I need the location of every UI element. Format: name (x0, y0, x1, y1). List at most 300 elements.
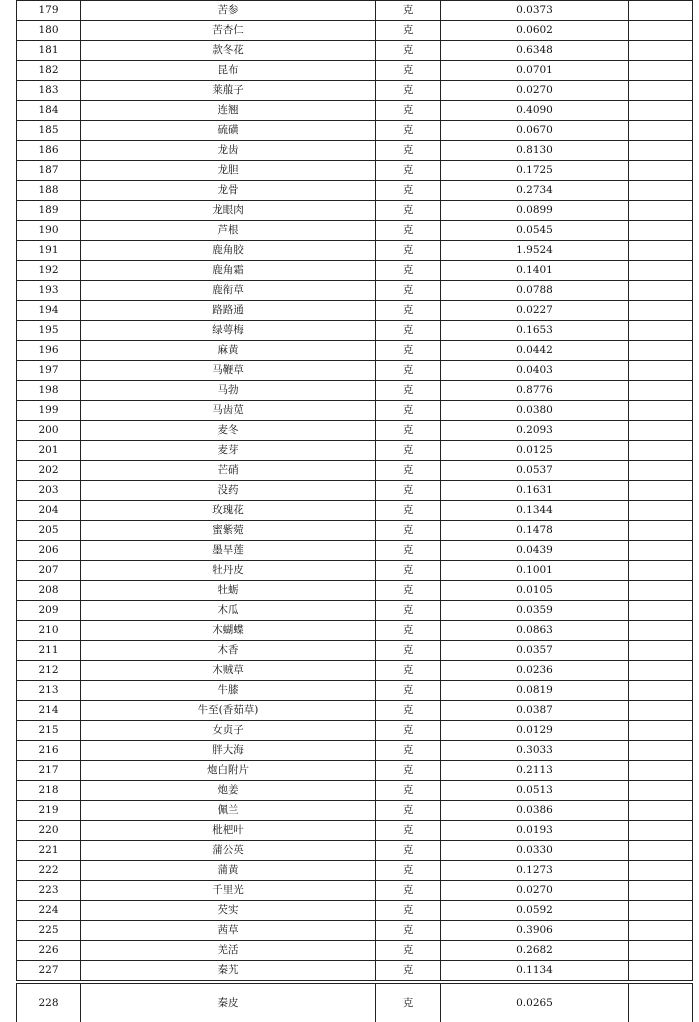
table-row (17, 841, 693, 861)
table-row (17, 681, 693, 701)
unit-price: 0.0105 (441, 581, 629, 601)
note (629, 201, 693, 221)
note (629, 721, 693, 741)
row-number: 210 (17, 621, 81, 641)
table-row (17, 321, 693, 341)
note (629, 541, 693, 561)
table-row (17, 481, 693, 501)
unit-price: 0.0513 (441, 781, 629, 801)
unit-price: 0.0270 (441, 81, 629, 101)
row-number: 218 (17, 781, 81, 801)
row-number: 224 (17, 901, 81, 921)
row-number: 189 (17, 201, 81, 221)
note (629, 781, 693, 801)
row-number: 226 (17, 941, 81, 961)
unit-price: 0.0227 (441, 301, 629, 321)
unit-price: 0.0330 (441, 841, 629, 861)
unit: 克 (376, 581, 441, 601)
unit: 克 (376, 461, 441, 481)
table-row (17, 861, 693, 881)
unit-price: 0.3033 (441, 741, 629, 761)
row-number: 182 (17, 61, 81, 81)
unit: 克 (376, 561, 441, 581)
unit: 克 (376, 221, 441, 241)
unit: 克 (376, 21, 441, 41)
medicine-name: 麦芽 (81, 441, 376, 461)
unit-price: 0.0357 (441, 641, 629, 661)
unit-price: 0.0236 (441, 661, 629, 681)
row-number: 207 (17, 561, 81, 581)
table-row (17, 521, 693, 541)
note (629, 841, 693, 861)
table-row (17, 341, 693, 361)
note (629, 801, 693, 821)
medicine-name: 麻黄 (81, 341, 376, 361)
row-number: 188 (17, 181, 81, 201)
medicine-name: 秦皮 (81, 984, 376, 1022)
unit-price: 0.0270 (441, 881, 629, 901)
unit-price: 0.0592 (441, 901, 629, 921)
table-row (17, 461, 693, 481)
unit: 克 (376, 721, 441, 741)
unit: 克 (376, 101, 441, 121)
note (629, 921, 693, 941)
medicine-name: 炮白附片 (81, 761, 376, 781)
table-row (17, 301, 693, 321)
note (629, 101, 693, 121)
unit: 克 (376, 421, 441, 441)
row-number: 181 (17, 41, 81, 61)
table-row (17, 421, 693, 441)
row-number: 205 (17, 521, 81, 541)
medicine-name: 木蝴蝶 (81, 621, 376, 641)
note (629, 601, 693, 621)
unit-price: 0.8776 (441, 381, 629, 401)
row-number: 187 (17, 161, 81, 181)
medicine-name: 牛至(香茹草) (81, 701, 376, 721)
row-number: 204 (17, 501, 81, 521)
note (629, 21, 693, 41)
row-number: 222 (17, 861, 81, 881)
medicine-name: 枇杷叶 (81, 821, 376, 841)
row-number: 221 (17, 841, 81, 861)
unit: 克 (376, 741, 441, 761)
table-row (17, 161, 693, 181)
note (629, 441, 693, 461)
medicine-name: 羌活 (81, 941, 376, 961)
row-number: 183 (17, 81, 81, 101)
note (629, 701, 693, 721)
row-number: 220 (17, 821, 81, 841)
row-number: 212 (17, 661, 81, 681)
unit: 克 (376, 881, 441, 901)
unit: 克 (376, 921, 441, 941)
unit: 克 (376, 381, 441, 401)
unit: 克 (376, 141, 441, 161)
row-number: 185 (17, 121, 81, 141)
unit: 克 (376, 61, 441, 81)
table-row (17, 961, 693, 981)
note (629, 561, 693, 581)
unit-price: 0.0788 (441, 281, 629, 301)
medicine-name: 炮姜 (81, 781, 376, 801)
unit-price: 0.0373 (441, 1, 629, 21)
table-row (17, 201, 693, 221)
table-row (17, 701, 693, 721)
unit: 克 (376, 601, 441, 621)
table-row (17, 41, 693, 61)
unit-price: 0.0439 (441, 541, 629, 561)
row-number: 217 (17, 761, 81, 781)
unit-price: 0.0125 (441, 441, 629, 461)
row-number: 198 (17, 381, 81, 401)
row-number: 195 (17, 321, 81, 341)
unit: 克 (376, 121, 441, 141)
medicine-name: 茜草 (81, 921, 376, 941)
unit-price: 0.0193 (441, 821, 629, 841)
row-number: 209 (17, 601, 81, 621)
table-row (17, 401, 693, 421)
table-row (17, 261, 693, 281)
unit: 克 (376, 661, 441, 681)
note (629, 281, 693, 301)
table-row (17, 221, 693, 241)
note (629, 81, 693, 101)
medicine-name: 马齿苋 (81, 401, 376, 421)
unit: 克 (376, 441, 441, 461)
row-number: 192 (17, 261, 81, 281)
row-number: 200 (17, 421, 81, 441)
unit-price: 0.1344 (441, 501, 629, 521)
table-row (17, 441, 693, 461)
row-number: 193 (17, 281, 81, 301)
price-table (16, 0, 693, 981)
row-number: 206 (17, 541, 81, 561)
unit: 克 (376, 621, 441, 641)
table-row (17, 101, 693, 121)
unit: 克 (376, 941, 441, 961)
row-number: 191 (17, 241, 81, 261)
row-number: 194 (17, 301, 81, 321)
table-row (17, 721, 693, 741)
medicine-name: 墨旱莲 (81, 541, 376, 561)
unit: 克 (376, 401, 441, 421)
unit-price: 0.0701 (441, 61, 629, 81)
note (629, 581, 693, 601)
note (629, 984, 693, 1022)
note (629, 221, 693, 241)
medicine-name: 鹿衔草 (81, 281, 376, 301)
note (629, 621, 693, 641)
table-row (17, 121, 693, 141)
unit: 克 (376, 161, 441, 181)
table-row (17, 661, 693, 681)
row-number: 201 (17, 441, 81, 461)
note (629, 421, 693, 441)
note (629, 901, 693, 921)
medicine-name: 木瓜 (81, 601, 376, 621)
row-number: 179 (17, 1, 81, 21)
unit: 克 (376, 861, 441, 881)
row-number: 196 (17, 341, 81, 361)
unit-price: 0.0265 (441, 984, 629, 1022)
medicine-name: 牡蛎 (81, 581, 376, 601)
unit: 克 (376, 361, 441, 381)
note (629, 361, 693, 381)
note (629, 321, 693, 341)
note (629, 121, 693, 141)
medicine-name: 龙骨 (81, 181, 376, 201)
unit-price: 0.1401 (441, 261, 629, 281)
table-row (17, 984, 693, 1022)
medicine-name: 蒲黄 (81, 861, 376, 881)
note (629, 161, 693, 181)
unit-price: 0.1631 (441, 481, 629, 501)
medicine-name: 女贞子 (81, 721, 376, 741)
medicine-name: 芡实 (81, 901, 376, 921)
unit-price: 0.4090 (441, 101, 629, 121)
table-row (17, 21, 693, 41)
unit: 克 (376, 961, 441, 981)
unit: 克 (376, 801, 441, 821)
table-row (17, 601, 693, 621)
medicine-name: 鹿角霜 (81, 261, 376, 281)
medicine-name: 麦冬 (81, 421, 376, 441)
note (629, 141, 693, 161)
unit: 克 (376, 341, 441, 361)
medicine-name: 龙眼肉 (81, 201, 376, 221)
note (629, 41, 693, 61)
row-number: 223 (17, 881, 81, 901)
unit-price: 0.2734 (441, 181, 629, 201)
table-row (17, 501, 693, 521)
medicine-name: 马勃 (81, 381, 376, 401)
medicine-name: 连翘 (81, 101, 376, 121)
row-number: 213 (17, 681, 81, 701)
table-row (17, 921, 693, 941)
note (629, 521, 693, 541)
note (629, 341, 693, 361)
unit-price: 0.0537 (441, 461, 629, 481)
medicine-name: 牛膝 (81, 681, 376, 701)
note (629, 461, 693, 481)
unit-price: 0.2093 (441, 421, 629, 441)
row-number: 208 (17, 581, 81, 601)
medicine-name: 马鞭草 (81, 361, 376, 381)
unit-price: 0.0899 (441, 201, 629, 221)
note (629, 181, 693, 201)
note (629, 641, 693, 661)
note (629, 761, 693, 781)
medicine-name: 昆布 (81, 61, 376, 81)
unit-price: 0.0442 (441, 341, 629, 361)
table-row (17, 941, 693, 961)
table-row (17, 621, 693, 641)
note (629, 861, 693, 881)
unit-price: 0.1478 (441, 521, 629, 541)
row-number: 225 (17, 921, 81, 941)
row-number: 199 (17, 401, 81, 421)
note (629, 681, 693, 701)
table-row (17, 761, 693, 781)
medicine-name: 千里光 (81, 881, 376, 901)
table-row (17, 581, 693, 601)
row-number: 214 (17, 701, 81, 721)
medicine-name: 鹿角胶 (81, 241, 376, 261)
table-row (17, 241, 693, 261)
row-number: 186 (17, 141, 81, 161)
medicine-name: 莱菔子 (81, 81, 376, 101)
table-row (17, 741, 693, 761)
unit-price: 0.1725 (441, 161, 629, 181)
row-number: 202 (17, 461, 81, 481)
medicine-name: 佩兰 (81, 801, 376, 821)
table-row (17, 141, 693, 161)
note (629, 401, 693, 421)
unit-price: 0.3906 (441, 921, 629, 941)
unit-price: 0.6348 (441, 41, 629, 61)
row-number: 211 (17, 641, 81, 661)
medicine-name: 硫磺 (81, 121, 376, 141)
unit-price: 0.0387 (441, 701, 629, 721)
unit-price: 0.0129 (441, 721, 629, 741)
table-row (17, 61, 693, 81)
medicine-name: 木香 (81, 641, 376, 661)
unit: 克 (376, 984, 441, 1022)
unit: 克 (376, 181, 441, 201)
medicine-name: 秦艽 (81, 961, 376, 981)
unit: 克 (376, 821, 441, 841)
medicine-name: 蜜紫菀 (81, 521, 376, 541)
unit: 克 (376, 841, 441, 861)
medicine-name: 胖大海 (81, 741, 376, 761)
table-row (17, 641, 693, 661)
unit-price: 0.0380 (441, 401, 629, 421)
unit-price: 0.2113 (441, 761, 629, 781)
note (629, 741, 693, 761)
row-number: 180 (17, 21, 81, 41)
row-number: 227 (17, 961, 81, 981)
unit: 克 (376, 681, 441, 701)
note (629, 301, 693, 321)
unit-price: 0.0670 (441, 121, 629, 141)
medicine-name: 玫瑰花 (81, 501, 376, 521)
unit-price: 0.1653 (441, 321, 629, 341)
price-table-page (16, 0, 692, 981)
note (629, 661, 693, 681)
note (629, 881, 693, 901)
unit: 克 (376, 261, 441, 281)
unit: 克 (376, 761, 441, 781)
medicine-name: 龙齿 (81, 141, 376, 161)
unit-price: 0.0863 (441, 621, 629, 641)
medicine-name: 绿萼梅 (81, 321, 376, 341)
medicine-name: 路路通 (81, 301, 376, 321)
medicine-name: 龙胆 (81, 161, 376, 181)
table-row (17, 881, 693, 901)
medicine-name: 蒲公英 (81, 841, 376, 861)
table-row (17, 181, 693, 201)
row-number: 203 (17, 481, 81, 501)
unit-price: 0.0386 (441, 801, 629, 821)
unit: 克 (376, 701, 441, 721)
note (629, 501, 693, 521)
unit-price: 1.9524 (441, 241, 629, 261)
unit-price: 0.1001 (441, 561, 629, 581)
medicine-name: 牡丹皮 (81, 561, 376, 581)
table-row (17, 821, 693, 841)
row-number: 228 (17, 984, 81, 1022)
medicine-name: 苦杏仁 (81, 21, 376, 41)
note (629, 241, 693, 261)
unit-price: 0.0545 (441, 221, 629, 241)
next-page-table-fragment (16, 983, 692, 1022)
medicine-name: 芒硝 (81, 461, 376, 481)
unit: 克 (376, 541, 441, 561)
medicine-name: 木贼草 (81, 661, 376, 681)
unit: 克 (376, 241, 441, 261)
row-number: 215 (17, 721, 81, 741)
row-number: 190 (17, 221, 81, 241)
unit-price: 0.1134 (441, 961, 629, 981)
unit: 克 (376, 301, 441, 321)
unit: 克 (376, 41, 441, 61)
unit: 克 (376, 781, 441, 801)
table-row (17, 801, 693, 821)
row-number: 219 (17, 801, 81, 821)
note (629, 1, 693, 21)
table-row (17, 781, 693, 801)
row-number: 184 (17, 101, 81, 121)
row-number: 197 (17, 361, 81, 381)
unit: 克 (376, 81, 441, 101)
unit: 克 (376, 281, 441, 301)
unit-price: 0.8130 (441, 141, 629, 161)
note (629, 481, 693, 501)
medicine-name: 款冬花 (81, 41, 376, 61)
unit: 克 (376, 321, 441, 341)
table-row (17, 281, 693, 301)
table-row (17, 561, 693, 581)
unit: 克 (376, 201, 441, 221)
table-row (17, 81, 693, 101)
unit: 克 (376, 901, 441, 921)
table-row (17, 361, 693, 381)
table-row (17, 1, 693, 21)
unit-price: 0.1273 (441, 861, 629, 881)
tail-table (16, 983, 693, 1022)
note (629, 61, 693, 81)
note (629, 821, 693, 841)
unit: 克 (376, 641, 441, 661)
unit: 克 (376, 481, 441, 501)
unit: 克 (376, 521, 441, 541)
table-row (17, 541, 693, 561)
medicine-name: 没药 (81, 481, 376, 501)
note (629, 961, 693, 981)
row-number: 216 (17, 741, 81, 761)
unit-price: 0.0602 (441, 21, 629, 41)
unit-price: 0.2682 (441, 941, 629, 961)
note (629, 261, 693, 281)
unit-price: 0.0403 (441, 361, 629, 381)
price-table-body (17, 1, 693, 981)
note (629, 941, 693, 961)
note (629, 381, 693, 401)
unit: 克 (376, 1, 441, 21)
medicine-name: 芦根 (81, 221, 376, 241)
unit: 克 (376, 501, 441, 521)
